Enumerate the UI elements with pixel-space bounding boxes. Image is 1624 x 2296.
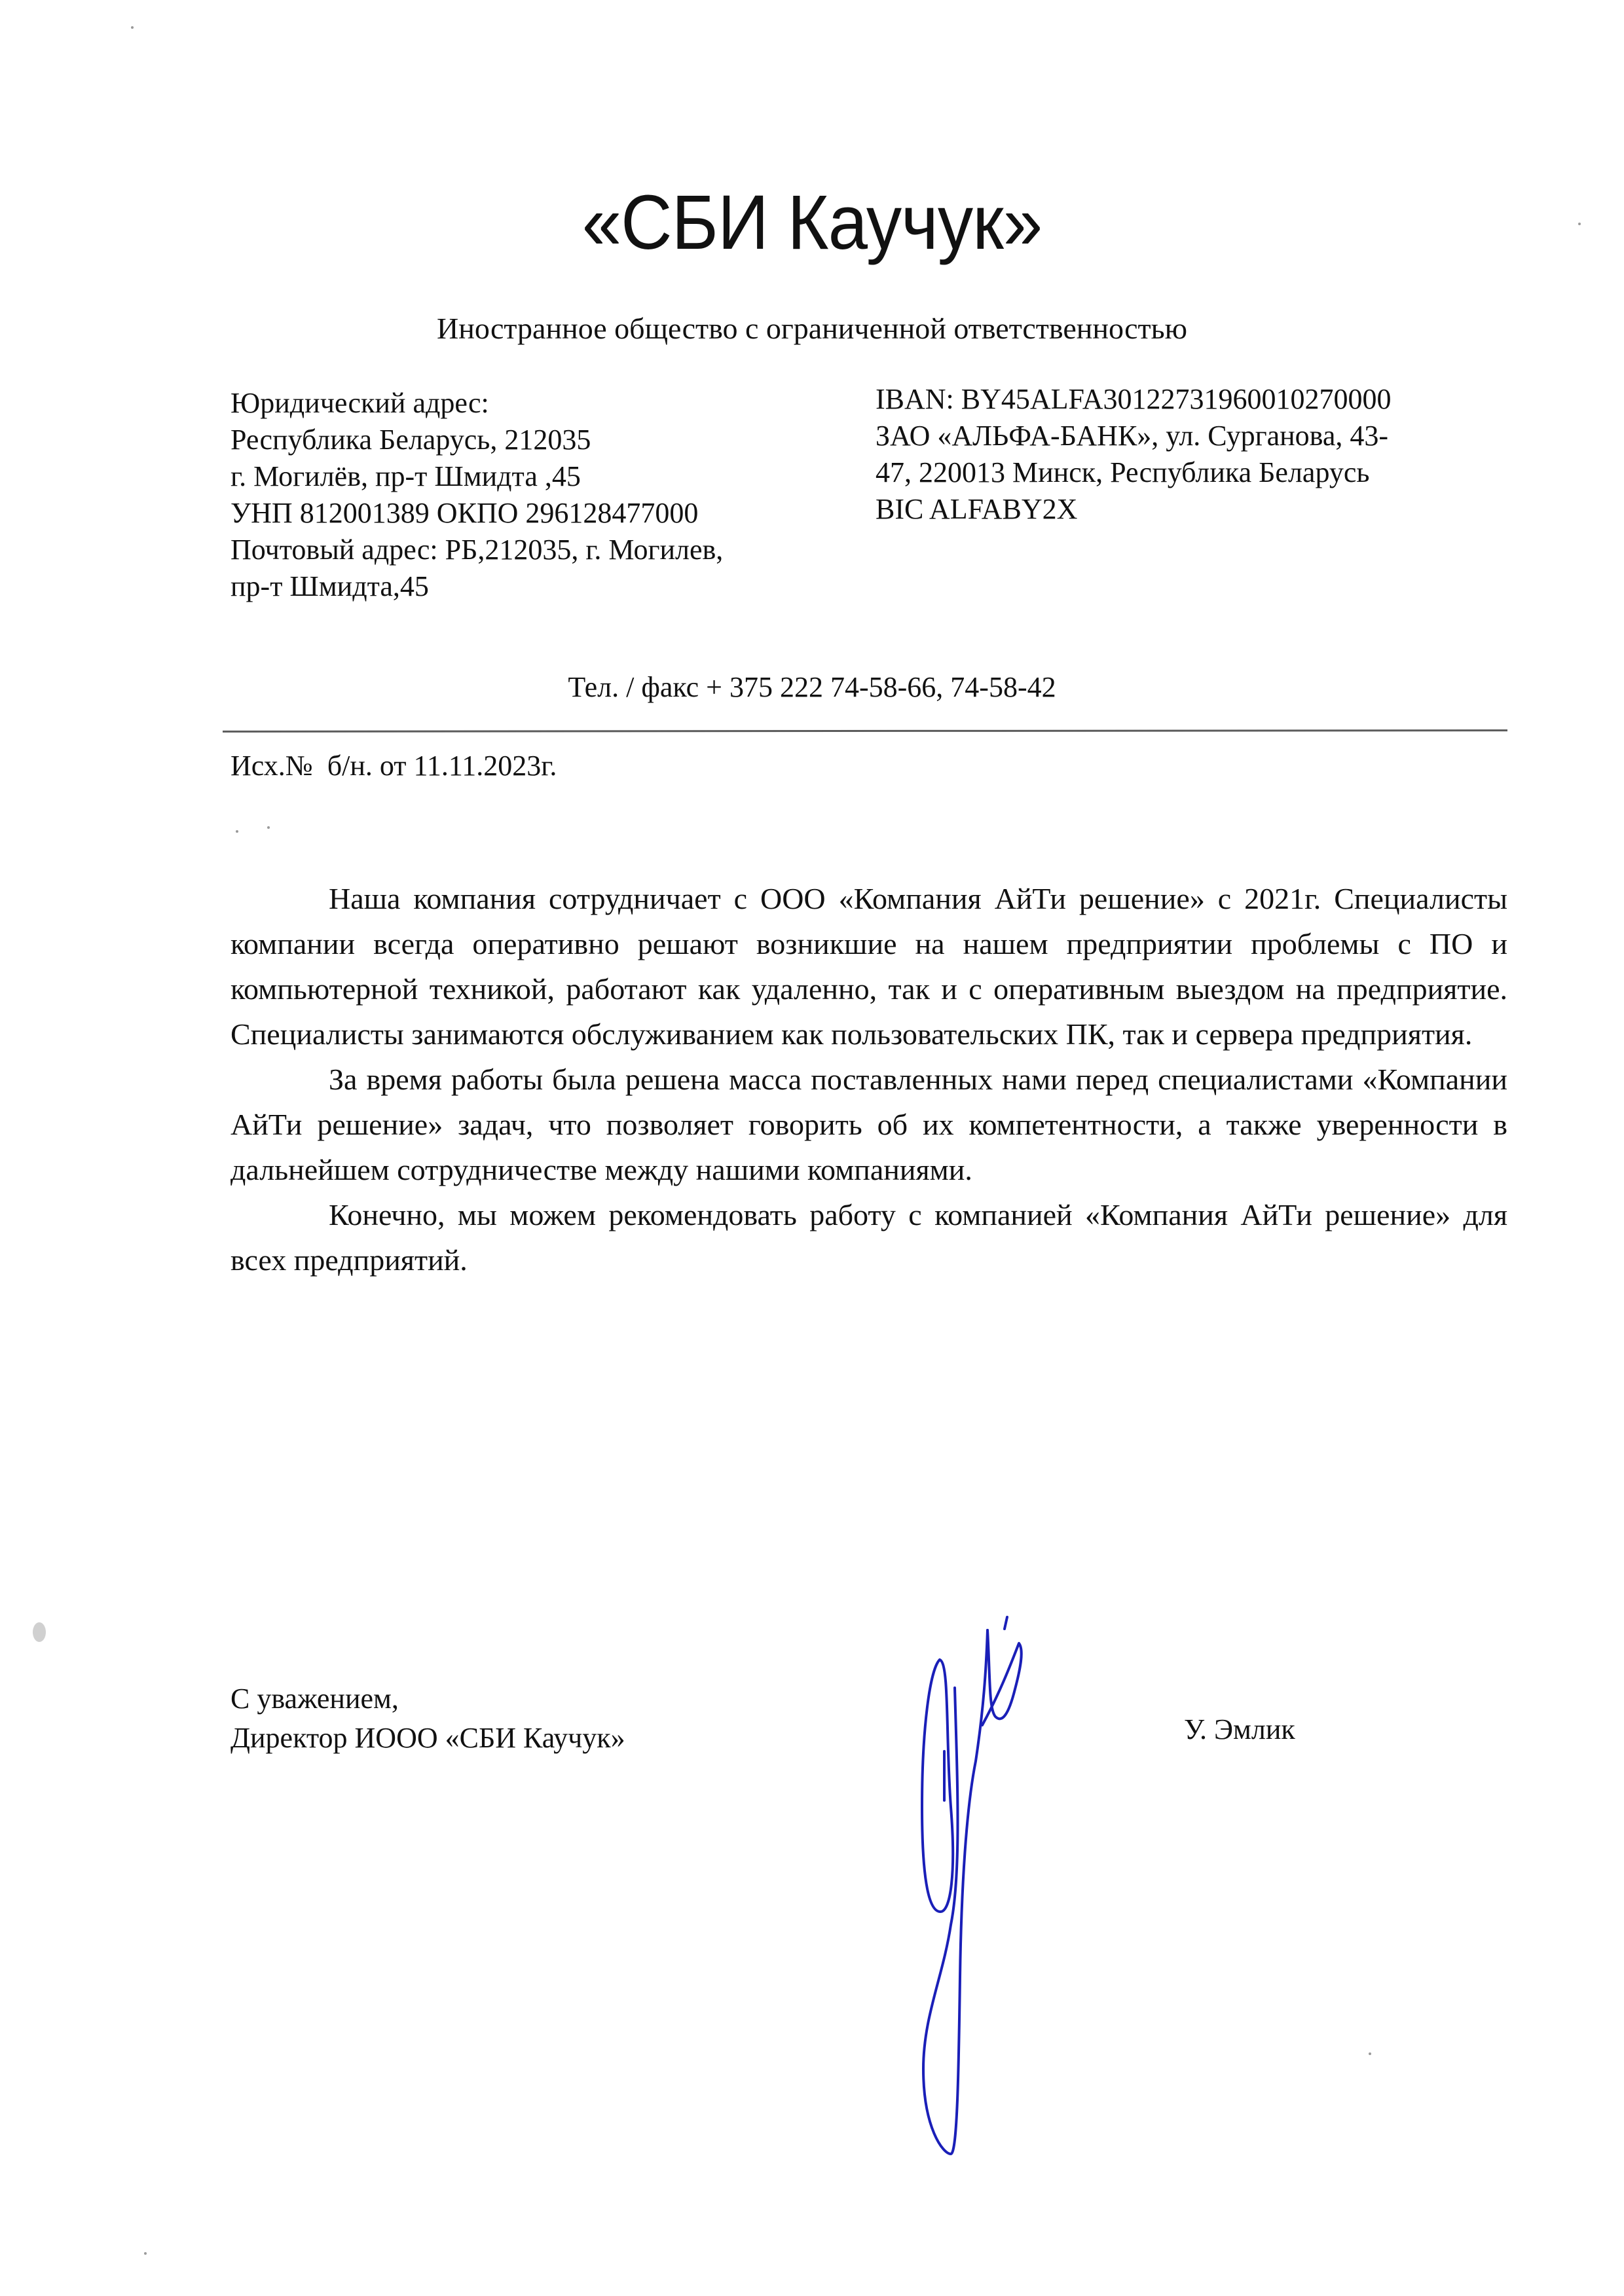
body-paragraph: Наша компания сотрудничает с ООО «Компания АйТи решение» с 2021г. Специалисты компании всегда оперативно решают возникшие на нашем предприятии проблемы с ПО и компьютерной техникой, работают как удаленно, так и с оперативным выездом на предприятие. Специалисты занимаются обслуживанием как пользовательских ПК, так и сервера предприятия.	[231, 882, 1507, 1051]
company-type: Иностранное общество с ограниченной ответственностью	[436, 312, 1187, 345]
bank-details-block	[876, 381, 1392, 528]
phone-fax: Тел. / факс + 375 222 74-58-66, 74-58-42	[568, 671, 1056, 703]
scan-speck	[236, 830, 238, 833]
body-paragraph: Конечно, мы можем рекомендовать работу с компанией «Компания АйТи решение» для всех предприятий.	[231, 1198, 1507, 1277]
registration-numbers: УНП 812001389 ОКПО 296128477000	[231, 497, 699, 529]
signature-stroke	[922, 1660, 953, 1912]
company-name: «СБИ Каучук»	[581, 179, 1043, 266]
signer-name: У. Эмлик	[1184, 1713, 1295, 1745]
signature-stroke	[982, 1630, 1022, 1725]
scan-speck	[1578, 223, 1581, 225]
iban: IBAN: BY45ALFA30122731960010270000	[876, 383, 1392, 415]
bank-name-line: ЗАО «АЛЬФА-БАНК», ул. Сурганова, 43-	[876, 420, 1389, 452]
signature-stroke	[1005, 1617, 1007, 1629]
postal-address-line: Почтовый адрес: РБ,212035, г. Могилев,	[231, 534, 724, 566]
scan-speck	[131, 26, 134, 29]
handwritten-signature	[904, 1611, 1100, 2187]
scan-speck	[33, 1622, 46, 1642]
signer-position: Директор ИООО «СБИ Каучук»	[231, 1722, 625, 1754]
postal-address-line: пр-т Шмидта,45	[231, 570, 429, 602]
bank-address-line: 47, 220013 Минск, Республика Беларусь	[876, 456, 1370, 488]
scan-speck	[144, 2252, 147, 2255]
closing-regards: С уважением,	[231, 1683, 399, 1715]
outgoing-reference: Исх.№ б/н. от 11.11.2023г.	[231, 750, 557, 782]
header-divider	[223, 729, 1507, 733]
legal-address-heading: Юридический адрес:	[231, 387, 489, 419]
legal-address-line: г. Могилёв, пр-т Шмидта ,45	[231, 460, 581, 492]
scan-speck	[1369, 2052, 1371, 2055]
closing-block	[231, 1679, 625, 1758]
scan-speck	[267, 826, 270, 829]
signature-stroke	[923, 1630, 987, 2154]
letter-body	[231, 876, 1507, 1283]
bic: BIC ALFABY2X	[876, 493, 1078, 525]
legal-address-block	[231, 385, 723, 605]
body-paragraph: За время работы была решена масса поставленных нами перед специалистами «Компании АйТи решение» задач, что позволяет говорить об их компетентности, а также уверенности в дальнейшем сотрудничестве между нашими компаниями.	[231, 1063, 1507, 1186]
legal-address-line: Республика Беларусь, 212035	[231, 424, 591, 456]
